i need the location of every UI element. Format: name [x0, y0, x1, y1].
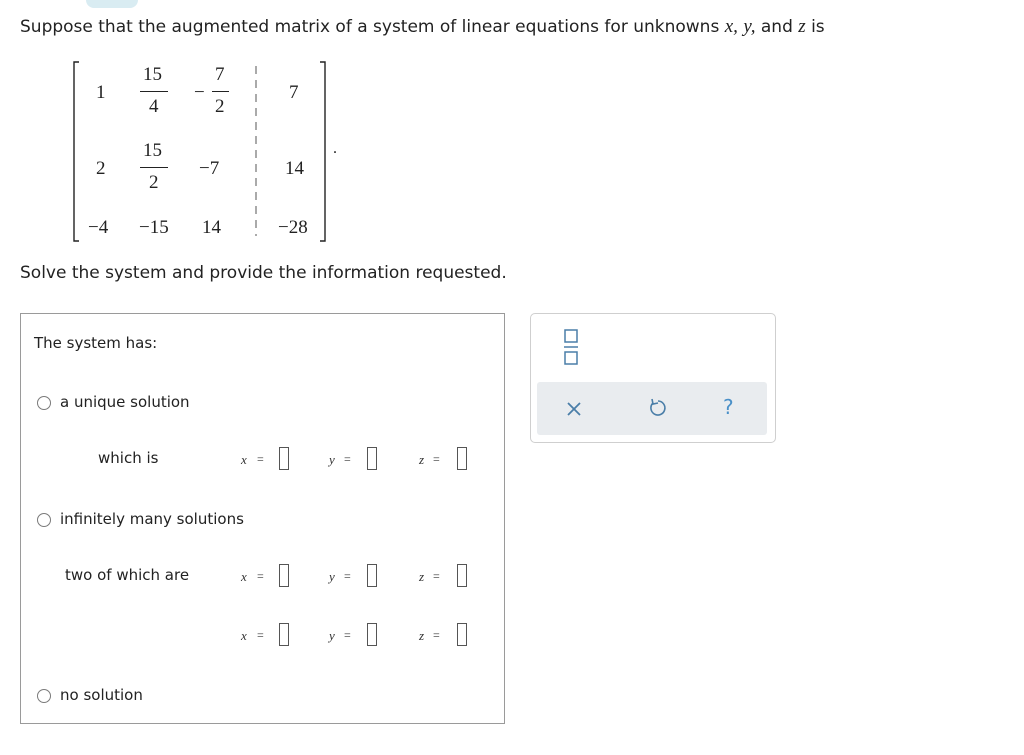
m-r2c1: 2	[96, 158, 106, 179]
i2-y-eq: =	[344, 628, 351, 642]
option-unique-label[interactable]: a unique solution	[60, 393, 190, 411]
tools-toolbar	[537, 382, 767, 435]
help-icon[interactable]: ?	[723, 395, 734, 419]
i2-z-eq: =	[433, 628, 440, 642]
infinite-1-y-input[interactable]	[367, 564, 377, 587]
u-y-label: y	[329, 452, 335, 467]
m-r1c3-den: 2	[215, 96, 225, 117]
tools-panel	[530, 313, 776, 443]
instruction-text: Solve the system and provide the information requested.	[20, 263, 507, 283]
undo-icon[interactable]	[648, 398, 668, 418]
m-r3c1: −4	[88, 217, 109, 238]
m-r1-rhs: 7	[289, 82, 299, 103]
option-none-label[interactable]: no solution	[60, 686, 143, 704]
close-icon-svg	[567, 402, 581, 416]
prompt-text: Suppose that the augmented matrix of a system of linear equations for unknowns	[20, 17, 720, 37]
is-text: is	[811, 17, 825, 37]
matrix-period: .	[333, 140, 337, 157]
fraction-icon-svg	[564, 329, 578, 365]
i1-x-eq: =	[257, 569, 264, 583]
i2-z-label: z	[419, 628, 425, 643]
var-z: z	[798, 16, 806, 37]
m-r1c3-bar	[212, 91, 229, 92]
u-z-eq: =	[433, 452, 440, 466]
infinite-2-z-input[interactable]	[457, 623, 467, 646]
infinite-1-z-input[interactable]	[457, 564, 467, 587]
u-z-label: z	[419, 452, 425, 467]
unique-x-input[interactable]	[279, 447, 289, 470]
u-x-eq: =	[257, 452, 264, 466]
unique-z-input[interactable]	[457, 447, 467, 470]
augmented-matrix	[0, 0, 400, 250]
answer-panel	[20, 313, 505, 724]
infinite-sub-label: two of which are	[65, 566, 190, 584]
unique-y-input[interactable]	[367, 447, 377, 470]
option-infinite-label[interactable]: infinitely many solutions	[60, 510, 244, 528]
radio-infinite-solutions[interactable]	[37, 513, 51, 527]
infinite-2-x-input[interactable]	[279, 623, 289, 646]
u-x-label: x	[241, 452, 247, 467]
close-icon[interactable]	[567, 401, 581, 415]
i1-y-label: y	[329, 569, 335, 584]
m-r1c2-num: 15	[143, 64, 162, 85]
m-r2c2-den: 2	[149, 172, 159, 193]
radio-unique-solution[interactable]	[37, 396, 51, 410]
m-r1c2-den: 4	[149, 96, 159, 117]
i1-z-eq: =	[433, 569, 440, 583]
var-y: y,	[743, 16, 756, 37]
and-text: and	[760, 17, 793, 37]
infinite-1-x-input[interactable]	[279, 564, 289, 587]
i1-z-label: z	[419, 569, 425, 584]
i2-x-label: x	[241, 628, 247, 643]
m-r3c3: 14	[202, 217, 221, 238]
var-x: x,	[724, 16, 738, 37]
m-r1c3-sign: −	[194, 82, 205, 103]
m-r2c3: −7	[199, 158, 220, 179]
m-r3c2: −15	[139, 217, 169, 238]
m-r2c2-bar	[140, 167, 168, 168]
m-r1c3-num: 7	[215, 64, 225, 85]
i1-x-label: x	[241, 569, 247, 584]
m-r1c2-bar	[140, 91, 168, 92]
unique-sub-label: which is	[98, 449, 159, 467]
m-r2c2-num: 15	[143, 140, 162, 161]
panel-heading: The system has:	[34, 334, 158, 352]
i2-x-eq: =	[257, 628, 264, 642]
infinite-2-y-input[interactable]	[367, 623, 377, 646]
m-r3-rhs: −28	[278, 217, 308, 238]
m-r2-rhs: 14	[285, 158, 304, 179]
i2-y-label: y	[329, 628, 335, 643]
fraction-icon[interactable]	[564, 329, 578, 365]
radio-no-solution[interactable]	[37, 689, 51, 703]
u-y-eq: =	[344, 452, 351, 466]
i1-y-eq: =	[344, 569, 351, 583]
undo-icon-svg	[648, 398, 668, 418]
m-r1c1: 1	[96, 82, 106, 103]
